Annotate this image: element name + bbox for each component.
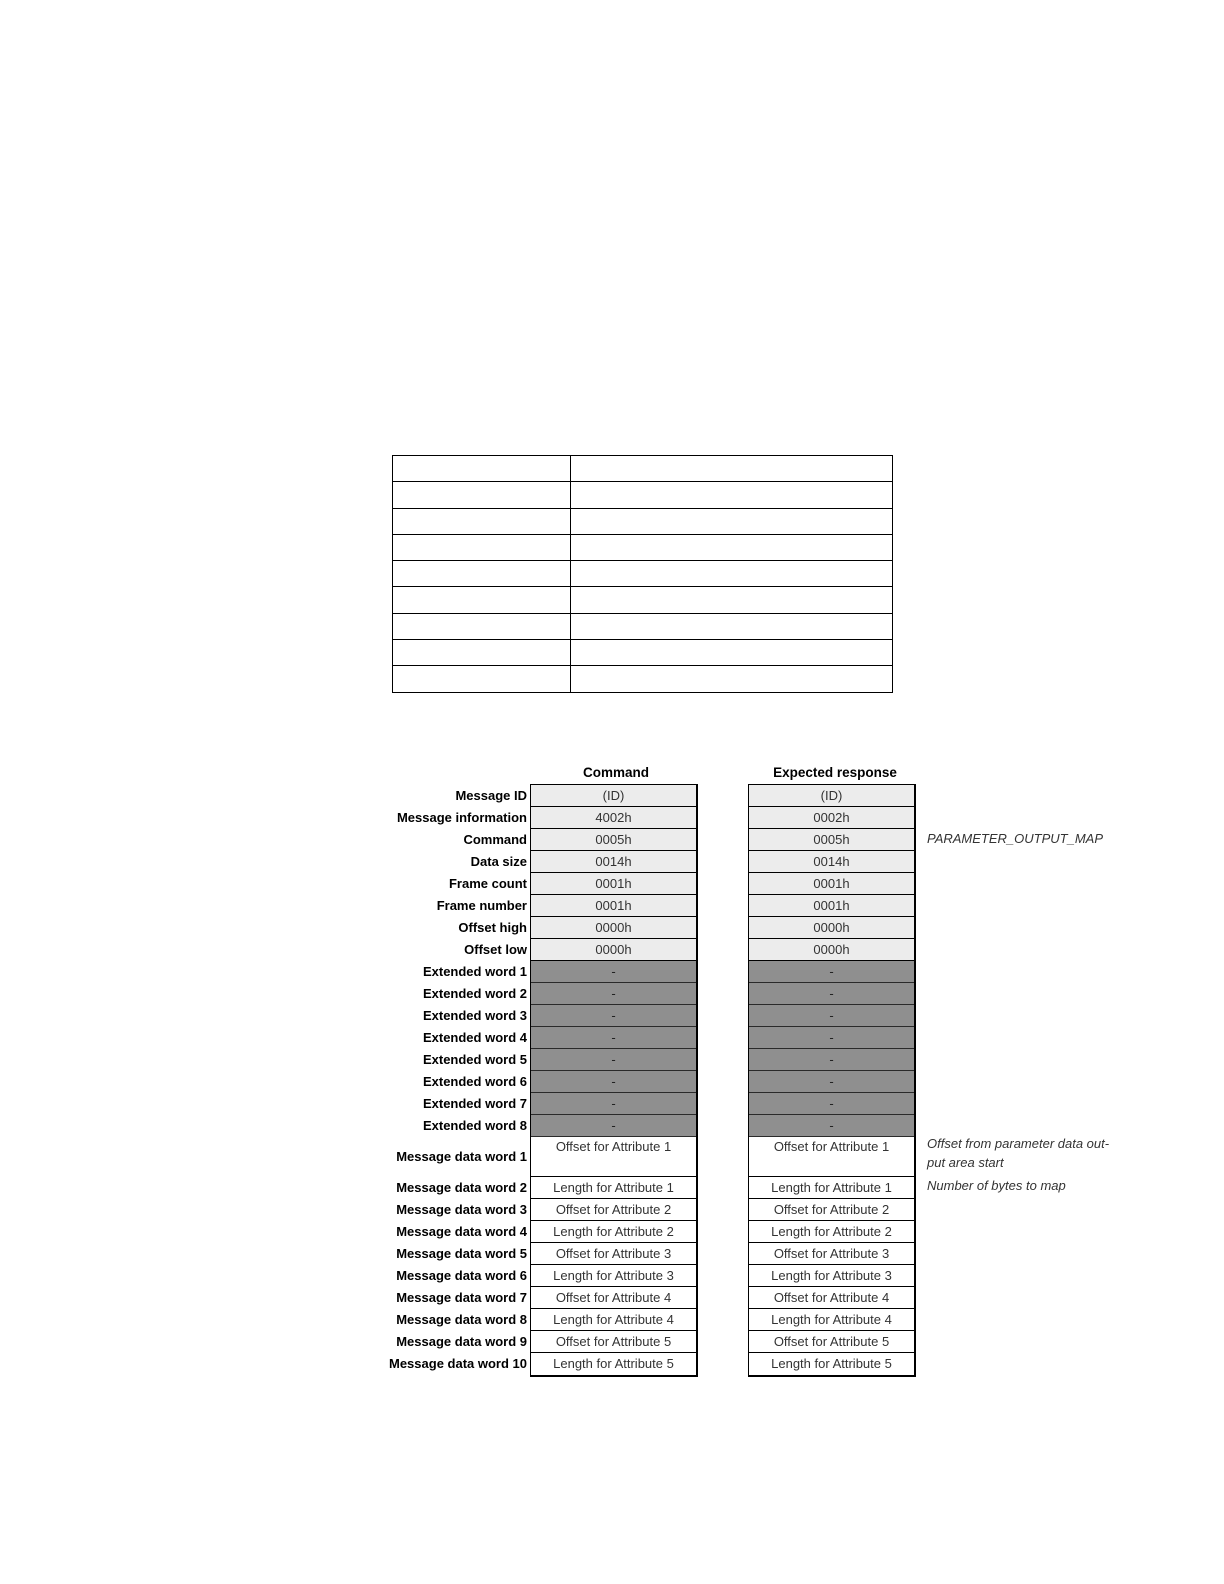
command-cell: Offset for Attribute 3 xyxy=(531,1243,696,1265)
empty-table-cell xyxy=(393,587,571,613)
empty-table-cell xyxy=(393,534,571,560)
command-cell: - xyxy=(531,1005,696,1027)
response-cell: - xyxy=(749,1115,914,1137)
row-label: Extended word 8 xyxy=(422,1117,527,1133)
response-column xyxy=(748,784,916,1377)
empty-table-cell xyxy=(571,587,893,613)
row-label: Extended word 5 xyxy=(422,1051,527,1067)
empty-table-cell xyxy=(571,613,893,639)
empty-table-cell xyxy=(393,508,571,534)
empty-table-row xyxy=(393,482,893,508)
command-cell: 0014h xyxy=(531,851,696,873)
response-cell: 0001h xyxy=(749,873,914,895)
row-label: Data size xyxy=(470,853,527,869)
command-column xyxy=(530,784,698,1377)
empty-table-cell xyxy=(393,666,571,692)
row-label: Command xyxy=(463,831,527,847)
response-cell: - xyxy=(749,1071,914,1093)
empty-table-cell xyxy=(571,482,893,508)
response-cell: 0001h xyxy=(749,895,914,917)
command-cell: 0001h xyxy=(531,895,696,917)
command-cell: - xyxy=(531,1071,696,1093)
empty-table-cell xyxy=(571,508,893,534)
empty-table-cell xyxy=(393,482,571,508)
empty-table-cell xyxy=(393,613,571,639)
row-label: Extended word 6 xyxy=(422,1073,527,1089)
row-label: Message ID xyxy=(455,787,527,803)
response-cell: Length for Attribute 4 xyxy=(749,1309,914,1331)
command-cell: - xyxy=(531,1093,696,1115)
row-label: Message information xyxy=(396,809,527,825)
command-cell: Offset for Attribute 2 xyxy=(531,1199,696,1221)
row-label: Message data word 1 xyxy=(396,1148,527,1164)
command-cell: Length for Attribute 2 xyxy=(531,1221,696,1243)
response-cell: Offset for Attribute 5 xyxy=(749,1331,914,1353)
command-column-title: Command xyxy=(582,765,649,780)
empty-table-row xyxy=(393,561,893,587)
command-note: PARAMETER_OUTPUT_MAP xyxy=(927,831,1104,846)
command-cell: Length for Attribute 4 xyxy=(531,1309,696,1331)
empty-table-row xyxy=(393,456,893,482)
response-cell: 0014h xyxy=(749,851,914,873)
command-cell: 0000h xyxy=(531,939,696,961)
row-labels xyxy=(360,784,528,1374)
row-label: Message data word 9 xyxy=(396,1333,527,1349)
empty-table-row xyxy=(393,613,893,639)
row-label: Message data word 4 xyxy=(396,1223,527,1239)
length-note: Number of bytes to map xyxy=(927,1178,1066,1193)
empty-table-cell xyxy=(393,640,571,666)
response-cell: - xyxy=(749,1049,914,1071)
response-cell: 0005h xyxy=(749,829,914,851)
response-cell: Length for Attribute 5 xyxy=(749,1353,914,1375)
command-cell: - xyxy=(531,1049,696,1071)
empty-table-row xyxy=(393,666,893,692)
response-cell: Length for Attribute 3 xyxy=(749,1265,914,1287)
response-cell: Offset for Attribute 4 xyxy=(749,1287,914,1309)
row-label: Frame count xyxy=(448,875,527,891)
command-cell: 0005h xyxy=(531,829,696,851)
empty-table-cell xyxy=(393,456,571,482)
response-cell: - xyxy=(749,961,914,983)
row-label: Extended word 2 xyxy=(422,985,527,1001)
row-label: Extended word 1 xyxy=(422,963,527,979)
response-cell: - xyxy=(749,1093,914,1115)
command-cell: 0001h xyxy=(531,873,696,895)
row-label: Message data word 7 xyxy=(396,1289,527,1305)
row-label: Message data word 5 xyxy=(396,1245,527,1261)
response-cell: - xyxy=(749,1005,914,1027)
empty-table-cell xyxy=(571,456,893,482)
offset-note: Offset from parameter data out-put area start xyxy=(927,1136,1110,1170)
response-cell: 0002h xyxy=(749,807,914,829)
command-cell: - xyxy=(531,983,696,1005)
response-cell: - xyxy=(749,983,914,1005)
empty-table-row xyxy=(393,534,893,560)
response-cell: Offset for Attribute 1 xyxy=(749,1137,914,1177)
response-cell: 0000h xyxy=(749,939,914,961)
row-label: Frame number xyxy=(436,897,527,913)
empty-table-cell xyxy=(393,561,571,587)
command-cell: (ID) xyxy=(531,785,696,807)
row-label: Message data word 3 xyxy=(396,1201,527,1217)
response-cell: 0000h xyxy=(749,917,914,939)
command-cell: Offset for Attribute 1 xyxy=(531,1137,696,1177)
row-label: Message data word 10 xyxy=(389,1355,527,1371)
empty-table-cell xyxy=(571,666,893,692)
response-cell: - xyxy=(749,1027,914,1049)
response-cell: Offset for Attribute 3 xyxy=(749,1243,914,1265)
command-cell: - xyxy=(531,1027,696,1049)
row-label: Extended word 4 xyxy=(422,1029,527,1045)
row-label: Extended word 3 xyxy=(422,1007,527,1023)
command-cell: Offset for Attribute 4 xyxy=(531,1287,696,1309)
row-label: Extended word 7 xyxy=(422,1095,527,1111)
row-label: Message data word 2 xyxy=(396,1179,527,1195)
empty-table-cell xyxy=(571,534,893,560)
response-cell: Offset for Attribute 2 xyxy=(749,1199,914,1221)
empty-table-row xyxy=(393,508,893,534)
command-cell: Length for Attribute 5 xyxy=(531,1353,696,1375)
response-column-title: Expected response xyxy=(773,765,897,780)
empty-table-cell xyxy=(571,640,893,666)
response-cell: Length for Attribute 1 xyxy=(749,1177,914,1199)
response-cell: Length for Attribute 2 xyxy=(749,1221,914,1243)
row-label: Offset high xyxy=(458,919,527,935)
command-cell: - xyxy=(531,1115,696,1137)
command-cell: 0000h xyxy=(531,917,696,939)
row-label: Offset low xyxy=(464,941,527,957)
command-cell: Length for Attribute 3 xyxy=(531,1265,696,1287)
row-label: Message data word 6 xyxy=(396,1267,527,1283)
empty-table-row xyxy=(393,640,893,666)
command-cell: 4002h xyxy=(531,807,696,829)
command-cell: Offset for Attribute 5 xyxy=(531,1331,696,1353)
command-cell: Length for Attribute 1 xyxy=(531,1177,696,1199)
response-cell: (ID) xyxy=(749,785,914,807)
command-cell: - xyxy=(531,961,696,983)
empty-table-cell xyxy=(571,561,893,587)
row-label: Message data word 8 xyxy=(396,1311,527,1327)
empty-table-row xyxy=(393,587,893,613)
empty-table xyxy=(392,455,893,693)
